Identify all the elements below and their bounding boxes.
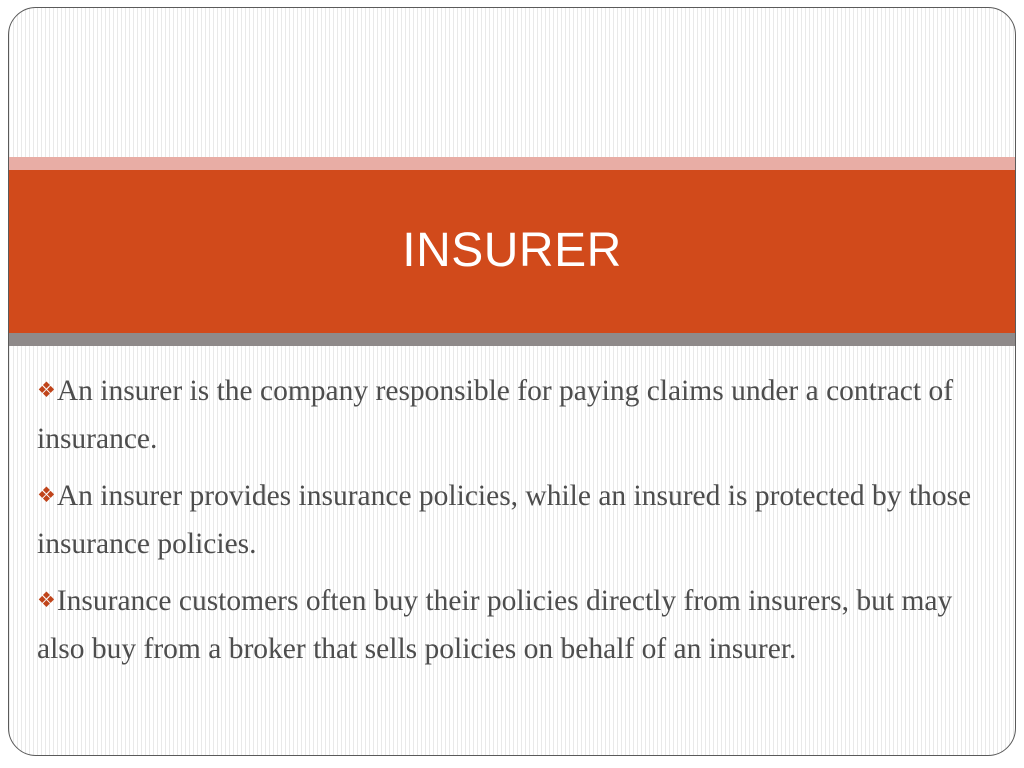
- title-bottom-stripe: [9, 333, 1015, 346]
- bullet-text: Insurance customers often buy their policies directly from insurers, but may also buy from a broker that sells policies on behalf of an insurer.: [37, 585, 953, 665]
- diamond-bullet-icon: ❖: [37, 588, 56, 612]
- diamond-bullet-icon: ❖: [37, 483, 56, 507]
- bullet-item: [37, 471, 997, 568]
- bullet-item: [37, 576, 997, 673]
- bullet-text: An insurer provides insurance policies, while an insured is protected by those insurance policies.: [37, 480, 972, 560]
- slide-title: INSURER: [402, 224, 622, 277]
- diamond-bullet-icon: ❖: [37, 378, 56, 402]
- title-top-stripe: [9, 157, 1015, 170]
- title-band: [9, 170, 1015, 333]
- bullet-item: [37, 366, 997, 463]
- bullet-text: An insurer is the company responsible for paying claims under a contract of insurance.: [37, 375, 954, 455]
- slide-frame: [8, 7, 1016, 756]
- bullet-list: [37, 366, 997, 681]
